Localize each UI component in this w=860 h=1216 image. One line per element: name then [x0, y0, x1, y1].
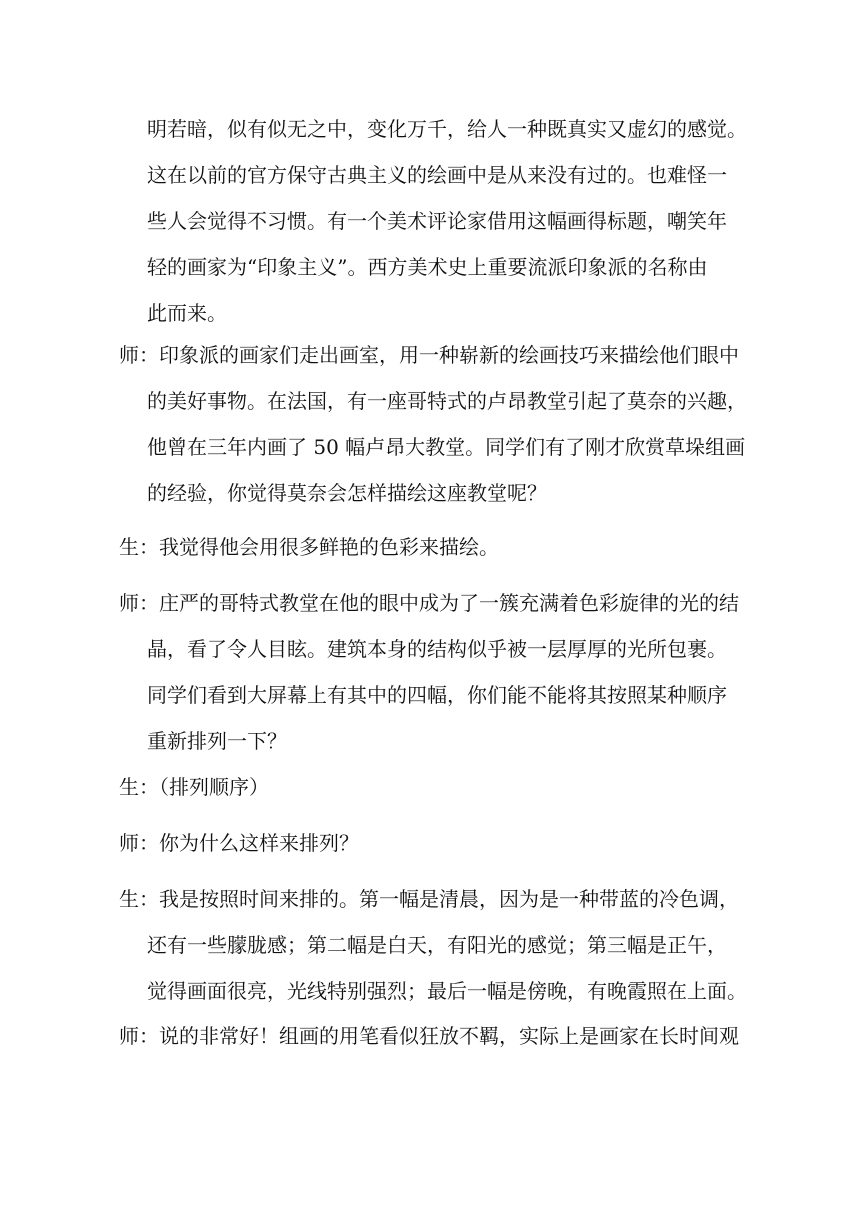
- text-line: 晶，看了令人目眩。建筑本身的结构似乎被一层厚厚的光所包裹。: [147, 637, 727, 661]
- text-line: 还有一些朦胧感；第二幅是白天，有阳光的感觉；第三幅是正午，: [147, 933, 727, 957]
- text-line: 轻的画家为“印象主义”。西方美术史上重要流派印象派的名称由: [147, 255, 708, 279]
- student-paragraph: [119, 876, 759, 1014]
- text-line: 重新排列一下？: [147, 729, 287, 753]
- text-line: 明若暗，似有似无之中，变化万千，给人一种既真实又虚幻的感觉。: [147, 117, 747, 141]
- text-line: 些人会觉得不习惯。有一个美术评论家借用这幅画得标题，嘲笑年: [147, 209, 727, 233]
- speaker-label: 师：: [119, 343, 159, 367]
- line-text: 印象派的画家们走出画室，用一种崭新的绘画技巧来描绘他们眼中: [159, 343, 739, 367]
- text-line: [119, 580, 759, 626]
- teacher-paragraph: [119, 332, 759, 516]
- speaker-label: 生：: [119, 775, 159, 799]
- speaker-label: 生：: [119, 887, 159, 911]
- text-line: [119, 876, 759, 922]
- text-line: [119, 524, 759, 570]
- line-text: 你为什么这样来排列？: [159, 831, 359, 855]
- text-line: [119, 332, 759, 378]
- text-line: 这在以前的官方保守古典主义的绘画中是从来没有过的。也难怪一: [147, 163, 727, 187]
- line-text: 我是按照时间来排的。第一幅是清晨，因为是一种带蓝的冷色调，: [159, 887, 739, 911]
- text-line: 此而来。: [147, 301, 227, 325]
- line-text: 我觉得他会用很多鲜艳的色彩来描绘。: [159, 535, 499, 559]
- text-line: 觉得画面很亮，光线特别强烈；最后一幅是傍晚，有晚霞照在上面。: [147, 979, 747, 1003]
- speaker-label: 师：: [119, 591, 159, 615]
- speaker-label: 师：: [119, 1024, 159, 1048]
- teacher-paragraph: [119, 820, 759, 866]
- text-line: 的美好事物。在法国，有一座哥特式的卢昂教堂引起了莫奈的兴趣，: [147, 389, 747, 413]
- student-paragraph: [119, 524, 759, 570]
- continued-paragraph: [119, 106, 759, 336]
- speaker-label: 师：: [119, 831, 159, 855]
- line-text: 说的非常好！组画的用笔看似狂放不羁，实际上是画家在长时间观: [159, 1024, 739, 1048]
- text-line: [119, 764, 759, 810]
- line-text: （排列顺序）: [159, 775, 269, 799]
- student-paragraph: [119, 764, 759, 810]
- text-line: 同学们看到大屏幕上有其中的四幅，你们能不能将其按照某种顺序: [147, 683, 727, 707]
- text-line: 他曾在三年内画了 50 幅卢昂大教堂。同学们有了刚才欣赏草垛组画: [147, 435, 746, 459]
- speaker-label: 生：: [119, 535, 159, 559]
- text-line: [119, 1013, 759, 1059]
- teacher-paragraph: [119, 580, 759, 764]
- text-line: [119, 820, 759, 866]
- teacher-paragraph: [119, 1013, 759, 1059]
- text-line: 的经验，你觉得莫奈会怎样描绘这座教堂呢？: [147, 481, 547, 505]
- line-text: 庄严的哥特式教堂在他的眼中成为了一簇充满着色彩旋律的光的结: [159, 591, 739, 615]
